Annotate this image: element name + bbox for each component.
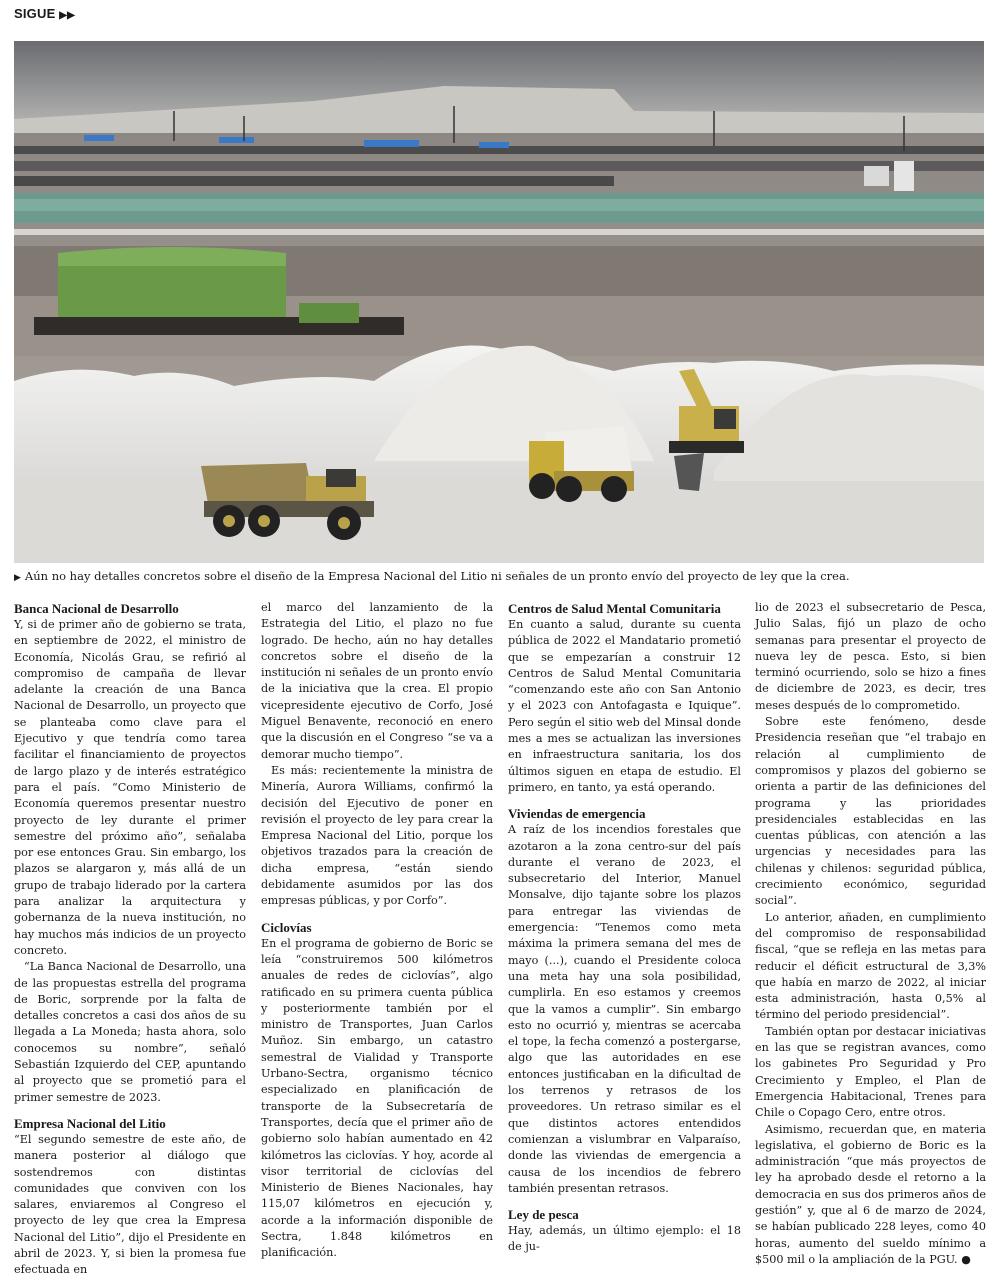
paragraph: Sobre este fenómeno, desde Presidencia reseñan que “el trabajo en relación al cumplimiento de compromisos y plazos del gobierno se orienta a partir de las definiciones del programa y las prioridades presidenciales establecidas en las cuentas públicas, con atención a las urgencias y necesidades para las chilenas y chilenos: seguridad pública, crecimiento económico, seguridad social”. xyxy=(755,715,986,908)
column-3 xyxy=(508,600,741,1256)
paragraph: el marco del lanzamiento de la Estrategia del Litio, el plazo no fue logrado. De hecho, aún no hay detalles concretos sobre el diseño de la institución ni señales de un pronto envío de la iniciativa que la crea. El propio vicepresidente ejecutivo de Corfo, José Miguel Benavente, reconoció en enero que la discusión en el Congreso “se va a demorar mucho tiempo”. xyxy=(261,601,493,761)
heading-litio: Empresa Nacional del Litio xyxy=(14,1115,166,1131)
end-mark-icon: ● xyxy=(961,1252,971,1266)
paragraph: Lo anterior, añaden, en cumplimiento del compromiso de responsabilidad fiscal, “que se refleja en las metas para reducir el déficit estructural de 3,3% que había en marzo de 2022, al iniciar esta administración, hasta 0,5% al término del periodo presidencial”. xyxy=(755,910,986,1022)
salar-mining-illustration xyxy=(14,41,984,563)
caption-text: Aún no hay detalles concretos sobre el diseño de la Empresa Nacional del Litio ni señales de un pronto envío del proyecto de ley que la crea. xyxy=(24,569,850,583)
heading-banca: Banca Nacional de Desarrollo xyxy=(14,601,179,616)
heading-ciclovias: Ciclovías xyxy=(261,919,312,935)
heading-ley-pesca: Ley de pesca xyxy=(508,1207,579,1223)
arrows-icon: ▶▶ xyxy=(59,10,76,21)
paragraph: “La Banca Nacional de Desarrollo, una de las propuestas estrella del programa de Boric, sorprende por la falta de detalles concretos a casi dos años de su llegada a La Moneda; hasta ahora, solo conocemos su nombre”, señaló Sebastián Izquierdo del CEP, apuntando al proyecto que se prometió para el primer semestre de 2023. xyxy=(14,960,246,1104)
paragraph: En el programa de gobierno de Boric se leía “construiremos 500 kilómetros anuales de redes de ciclovías”, algo ratificado en su primera cuenta pública y posteriormente también por el ministro de Transportes, Juan Carlos Muñoz. Sin embargo, un catastro semestral de Vialidad y Transporte Urbano-Sectra, organismo técnico especializado en planificación de transporte de la Subsecretaría de Transportes, decía que el primer año de gobierno solo habían aumentado en 42 kilómetros las ciclovías. Y hoy, acorde al visor territorial de ciclovías del Ministerio de Bienes Nacionales, hay 115,07 kilómetros en ejecución y, acorde a la información disponible de Sectra, 1.848 kilómetros en planificación. xyxy=(261,936,493,1260)
column-2 xyxy=(261,600,493,1262)
paragraph: Y, si de primer año de gobierno se trata, en septiembre de 2022, el ministro de Economía, Nicolás Grau, se refirió al compromiso de campaña de llevar adelante la creación de una Banca Nacional de Desarrollo, un proyecto que se planteaba como clave para el Ejecutivo y que tendría como tarea facilitar el financiamiento de proyectos de largo plazo y de interés estratégico para el país. “Como Ministerio de Economía queremos presentar nuestro proyecto de ley durante el primer semestre del próximo año”, señalaba por ese entonces Grau. Sin embargo, los plazos se alargaron y, más allá de un grupo de trabajo liderado por la cartera para analizar la arquitectura y gobernanza de la nueva institución, no hay muchos más indicios de un proyecto concreto. xyxy=(14,618,246,957)
paragraph-last: Asimismo, recuerdan que, en materia legislativa, el gobierno de Boric es la administración “que más proyectos de ley ha aprobado desde el retorno a la democracia en sus dos primeros años de gestión” y, que al 6 de marzo de 2024, se habían publicado 228 leyes, como 40 horas, aumento del sueldo mínimo a $500 mil o la ampliación de la PGU. ● xyxy=(755,1122,986,1266)
heading-salud-mental: Centros de Salud Mental Comunitaria xyxy=(508,601,721,616)
paragraph: A raíz de los incendios forestales que azotaron a la zona centro-sur del país durante el verano de 2023, el subsecretario del Interior, Manuel Monsalve, dijo tajante sobre los plazos para entregar las viviendas de emergencia: “Tenemos como meta máxima la primera semana del mes de mayo (...), cuando el Presidente coloca una meta hay una sola posibilidad, cumplirla. En eso estamos y creemos que la vamos a cumplir”. Sin embargo esto no ocurrió y, mientras se acercaba el tope, la fecha comenzó a postergarse, algo que las autoridades en ese entonces justificaban en la dificultad de los terrenos y retrasos de los proveedores. Un retraso similar es el que distintos actores entendidos comienzan a vislumbrar en Valparaíso, donde las viviendas de emergencia a causa de los incendios de febrero también presentan retrasos. xyxy=(508,823,741,1195)
paragraph: lio de 2023 el subsecretario de Pesca, Julio Salas, fijó un plazo de ocho semanas para presentar el proyecto de nueva ley de pesca. Esto, si bien terminó ocurriendo, solo se hizo a fines de diciembre de 2023, es decir, tres meses después de lo comprometido. xyxy=(755,601,986,712)
photo-caption xyxy=(14,568,989,586)
caption-marker-icon: ▶ xyxy=(14,573,21,583)
paragraph: Hay, además, un último ejemplo: el 18 de ju- xyxy=(508,1224,741,1254)
column-1 xyxy=(14,600,246,1279)
paragraph: “El segundo semestre de este año, de manera posterior al diálogo que sostendremos con distintas comunidades que conviven con los salares, enviaremos al Congreso el proyecto de ley que crea la Empresa Nacional del Litio”, dijo el Presidente en abril de 2023. Y, si bien la promesa fue efectuada en xyxy=(14,1132,246,1277)
sigue-label: SIGUE ▶▶ xyxy=(14,6,76,21)
paragraph: En cuanto a salud, durante su cuenta pública de 2022 el Mandatario prometió que se empezarían a construir 12 Centros de Salud Mental Comunitaria “comenzando este año con San Antonio y el 2023 con Antofagasta e Iquique”. Pero según el sitio web del Minsal donde mes a mes se actualizan las inversiones en infraestructura sanitaria, los dos últimos siguen en etapa de estudio. El primero, en tanto, ya está operando. xyxy=(508,618,741,794)
column-4 xyxy=(755,600,986,1268)
paragraph: Es más: recientemente la ministra de Minería, Aurora Williams, confirmó la decisión del Ejecutivo de poner en revisión el proyecto de ley para crear la Empresa Nacional del Litio, porque los objetivos trazados para la creación de dicha empresa, “están siendo debidamente asumidos por las dos empresas públicas, y por Corfo”. xyxy=(261,763,493,908)
article-photo xyxy=(14,41,984,563)
heading-viviendas: Viviendas de emergencia xyxy=(508,806,646,822)
paragraph: También optan por destacar iniciativas en las que se registran avances, como los gabinetes Pro Seguridad y Pro Crecimiento y Empleo, el Plan de Emergencia Habitacional, Trenes para Chile o Copago Cero, entre otros. xyxy=(755,1024,986,1120)
